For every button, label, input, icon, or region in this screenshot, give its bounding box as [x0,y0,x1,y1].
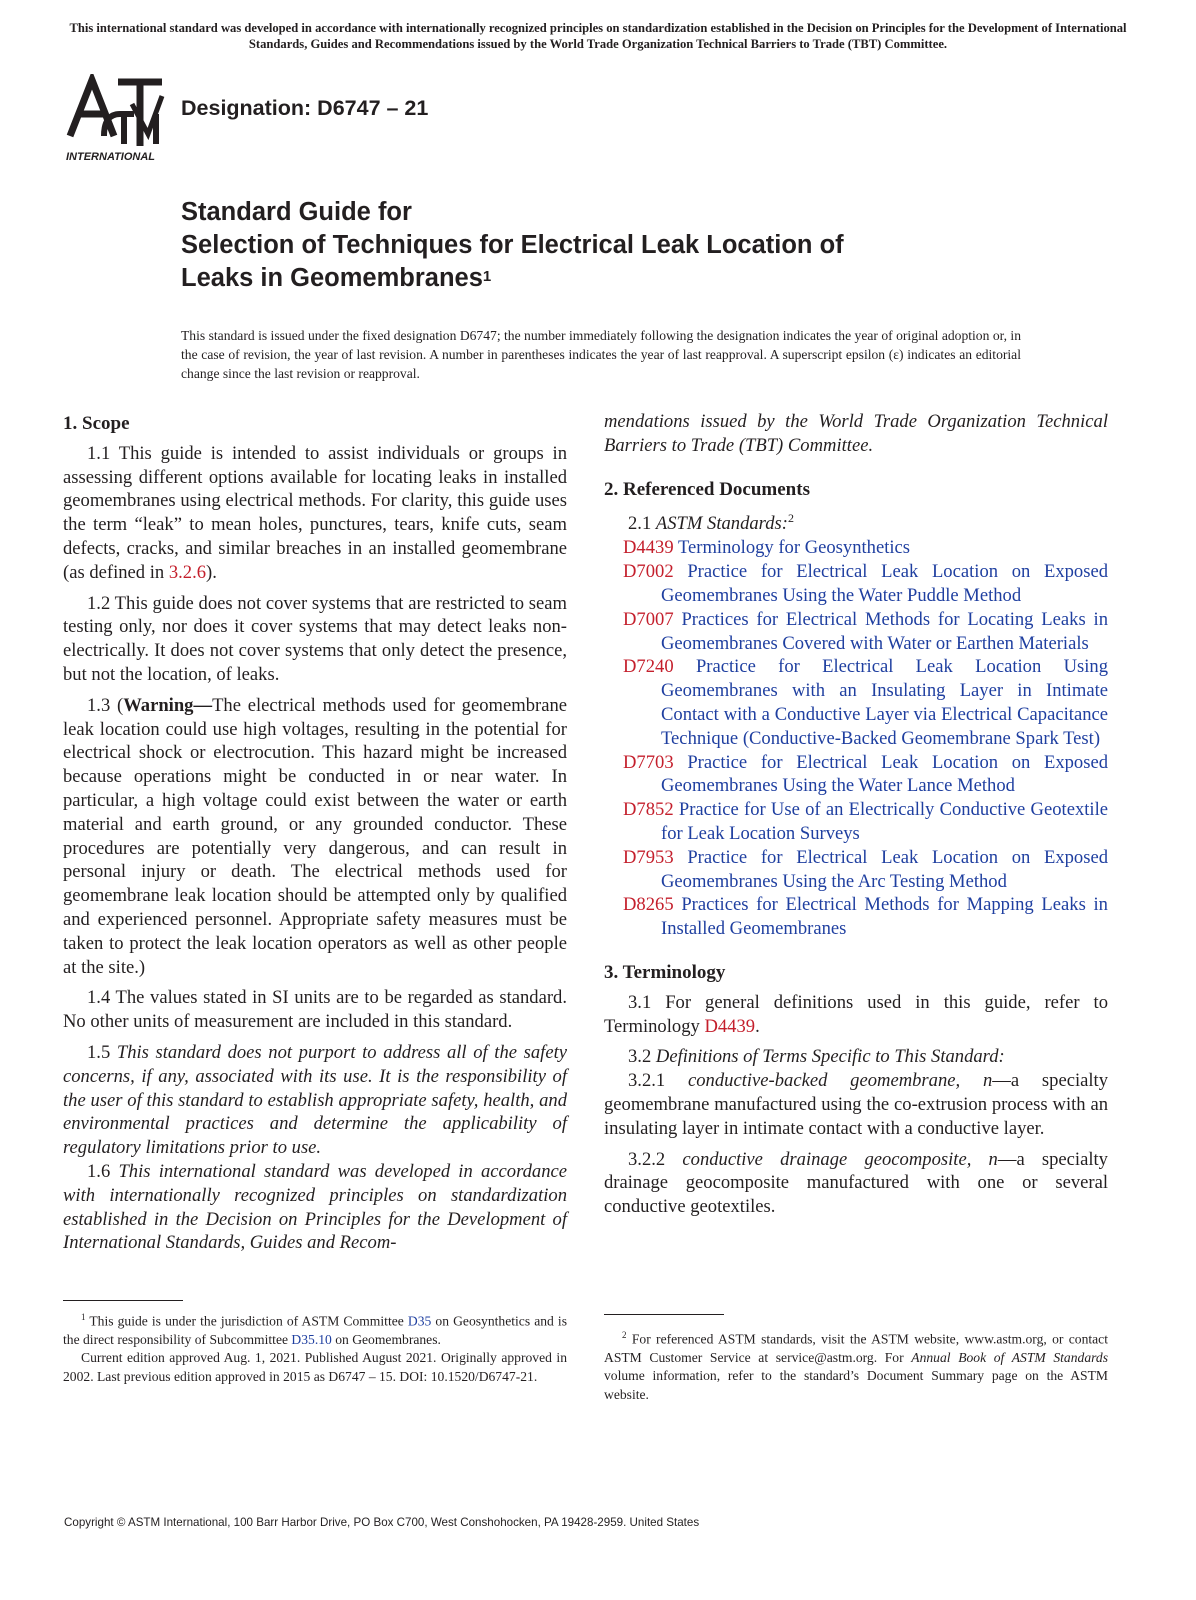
reference-item[interactable]: D7240 Practice for Electrical Leak Location Using Geomembranes with an Insulating Layer in Intimate Contact with a Conductive Layer via Electrical Capacitance Technique (Conductive-Backed Geomembrane Spark Test) [623,656,1108,749]
designation: Designation: D6747 – 21 [181,96,429,120]
reference-item[interactable]: D7953 Practice for Electrical Leak Location on Exposed Geomembranes Using the Arc Testing Method [623,846,1109,892]
footnote-rule-right [604,1314,724,1315]
reference-item[interactable]: D7002 Practice for Electrical Leak Location on Exposed Geomembranes Using the Water Puddle Method [623,561,1109,606]
link-3-2-6[interactable]: 3.2.6 [168,561,207,583]
wto-notice: This international standard was developed in accordance with internationally recognized principles on standardization established in the Decision on Principles for the Development of International Standards, Guides and Recommendations issued by the World Trade Organization Technical Barriers to Trade (TBT) Committee. [69,21,1127,51]
para-3-1: 3.1 For general definitions used in this guide, refer to Terminology D4439. [604,991,1108,1037]
para-1-6: 1.6 This international standard was developed in accordance with internationally recognized principles on standardization established in the Decision on Principles for the Development of International Standards, Guides and Recom- [63,1160,568,1254]
para-1-2: 1.2 This guide does not cover systems that are restricted to seam testing only, nor does it cover systems that may detect leaks non-electrically. It does not cover systems that only detect the presence, but not the location, of leaks. [63,592,567,685]
para-1-3: 1.3 (Warning—The electrical methods used for geomembrane leak location could use high voltages, resulting in the potential for electrical shock or electrocution. This hazard might be increased because operations might be conducted in or near water. In particular, a high voltage could exist between the water or earth material and earth ground, or any grounded conductor. These procedures are potentially very dangerous, and can result in personal injury or death. The electrical methods used for geomembrane leak location should be attempted only by qualified and experienced personnel. Appropriate safety measures must be taken to protect the leak location operators as well as other people at the site.) [63,694,567,978]
reference-item[interactable]: D7852 Practice for Use of an Electrically Conductive Geotextile for Leak Location Surveys [623,799,1108,844]
reference-list [604,536,1108,941]
link-d35[interactable]: D35 [407,1313,432,1329]
link-d4439[interactable]: D4439 [704,1015,756,1037]
footnote-1: $^1$ This guide is under the jurisdiction of ASTM Committee D35 on Geosynthetics and is the direct responsibility of Subcommittee D35.10 on Geomembranes. Current edition approved Aug. 1, 2021. Published August 2021. Originally approved in 2002. Last previous edition approved in 2015 as D6747 – 15. DOI: 10.1520/D6747-21. [63,1312,568,1384]
left-column [63,412,567,1255]
para-3-2-1: 3.2.1 conductive-backed geomembrane, n—a specialty geomembrane manufactured using the co-extrusion process with an insulating layer in intimate contact with a conductive layer. [604,1070,1108,1139]
footnote-2: $^2$ For referenced ASTM standards, visit the ASTM website, www.astm.org, or contact ASTM Customer Service at service@astm.org. For Annual Book of ASTM Standards volume information, refer to the standard’s Document Summary page on the ASTM website. [604,1330,1108,1402]
right-column [604,410,1108,1219]
issued-note: This standard is issued under the fixed designation D6747; the number immediately following the designation indicates the year of original adoption or, in the case of revision, the year of last revision. A number in parentheses indicates the year of last reapproval. A superscript epsilon (ε) indicates an editorial change since the last revision or reapproval. [181,328,1021,381]
title-line-3: Leaks in Geomembranes$^1$ [181,264,492,292]
para-3-2: 3.2 Definitions of Terms Specific to This Standard: [628,1046,1005,1068]
terminology-heading: 3. Terminology [604,961,726,983]
copyright-footer: Copyright © ASTM International, 100 Barr Harbor Drive, PO Box C700, West Conshohocken, PA 19428-2959. United States [64,1516,700,1529]
logo-subtitle: INTERNATIONAL [66,151,156,163]
title-footnote-mark: 1 [482,268,492,285]
para-3-2-2: 3.2.2 conductive drainage geocomposite, n—a specialty drainage geocomposite manufactured with one or several conductive geotextiles. [604,1148,1108,1218]
para-1-5: 1.5 This standard does not purport to address all of the safety concerns, if any, associated with its use. It is the responsibility of the user of this standard to establish appropriate safety, health, and environmental practices and determine the applicability of regulatory limitations prior to use. [63,1041,568,1159]
footnote-rule-left [63,1300,183,1301]
reference-item[interactable]: D7703 Practice for Electrical Leak Location on Exposed Geomembranes Using the Water Lance Method [623,751,1109,797]
link-d35-10[interactable]: D35.10 [291,1331,332,1347]
document-title [181,196,1081,295]
para-1-4: 1.4 The values stated in SI units are to be regarded as standard. No other units of measurement are included in this standard. [63,987,567,1033]
reference-item[interactable]: D4439 Terminology for Geosynthetics [623,537,911,559]
para-1-6-cont: mendations issued by the World Trade Organization Technical Barriers to Trade (TBT) Committee. [604,411,1108,456]
scope-heading: 1. Scope [63,413,130,434]
astm-logo [62,74,174,164]
title-line-1: Standard Guide for [181,198,412,226]
reference-item[interactable]: D7007 Practices for Electrical Methods for Locating Leaks in Geomembranes Covered with Water or Earthen Materials [623,608,1108,654]
title-line-2: Selection of Techniques for Electrical Leak Location of [181,231,844,259]
reference-item[interactable]: D8265 Practices for Electrical Methods for Mapping Leaks in Installed Geomembranes [623,894,1108,940]
para-1-1: 1.1 This guide is intended to assist individuals or groups in assessing different options available for locating leaks in installed geomembranes using electrical methods. For clarity, this guide uses the term “leak” to mean holes, punctures, tears, knife cuts, seam defects, cracks, and similar breaches in an installed geomembrane (as defined in 3.2.6). [63,442,567,583]
referenced-heading: 2. Referenced Documents [604,478,810,500]
astm-standards-label: 2.1 ASTM Standards:$^2$ [628,511,794,535]
